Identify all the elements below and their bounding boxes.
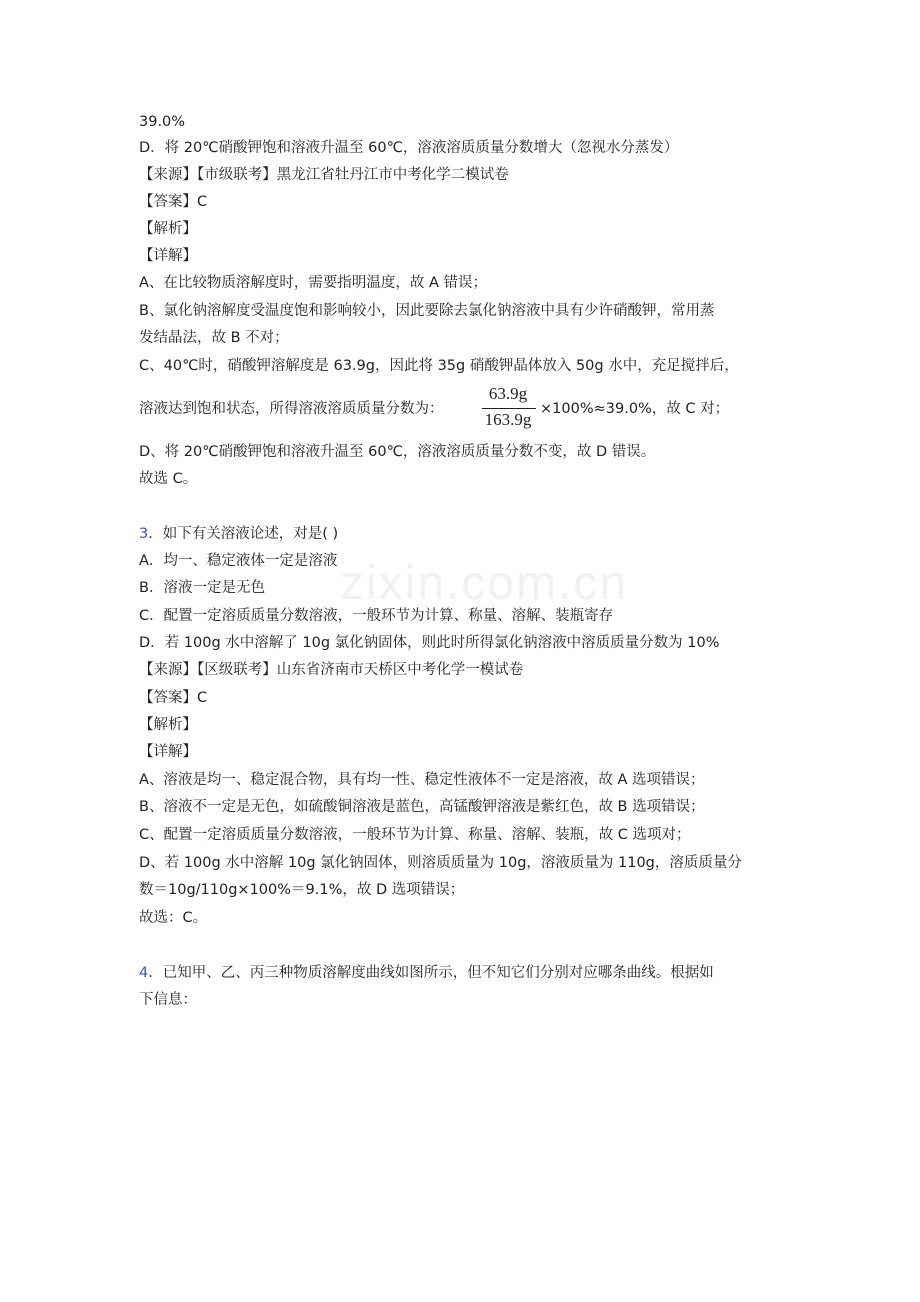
- q3-analysis-label: 【解析】: [139, 717, 197, 733]
- q3-option-b: B．溶液一定是无色: [139, 580, 265, 596]
- q3-stem-text: ．如下有关溶液论述，对是( ): [148, 526, 339, 542]
- q3-option-d: D．若 100g 水中溶解了 10g 氯化钠固体，则此时所得氯化钠溶液中溶质质量分数为 10%: [139, 635, 720, 651]
- q3-explain-d-1: D、若 100g 水中溶解 10g 氯化钠固体，则溶质质量为 10g，溶液质量为 110g，溶质质量分: [139, 855, 742, 871]
- q4-stem-2: 下信息：: [139, 992, 197, 1008]
- q2-explain-c-2-post: ×100%≈39.0%，故 C 对；: [540, 401, 730, 417]
- q3-source: 【来源】【区级联考】山东省济南市天桥区中考化学一模试卷: [139, 662, 524, 678]
- q3-conclusion: 故选：C。: [139, 910, 208, 926]
- q3-answer: 【答案】C: [139, 690, 208, 706]
- q2-explain-d: D、将 20℃硝酸钾饱和溶液升温至 60℃，溶液溶质质量分数不变，故 D 错误。: [139, 444, 656, 460]
- q2-cont-line: 39.0%: [139, 114, 186, 130]
- q2-explain-c-2-pre: 溶液达到饱和状态，所得溶液溶质质量分数为：: [139, 401, 444, 417]
- q2-conclusion: 故选 C。: [139, 471, 198, 487]
- fraction-numerator: 63.9g: [488, 384, 528, 403]
- q3-option-c: C．配置一定溶质质量分数溶液，一般环节为计算、称量、溶解、装瓶寄存: [139, 608, 614, 624]
- q2-explain-b-1: B、氯化钠溶解度受温度饱和影响较小，因此要除去氯化钠溶液中具有少许硝酸钾，常用蒸: [139, 303, 715, 319]
- q3-explain-b: B、溶液不一定是无色，如硫酸铜溶液是蓝色，高锰酸钾溶液是紫红色，故 B 选项错误；: [139, 799, 705, 815]
- q3-detail-label: 【详解】: [139, 744, 197, 760]
- q2-detail-label: 【详解】: [139, 248, 197, 264]
- fraction-denominator: 163.9g: [484, 410, 532, 429]
- q2-option-d: D．将 20℃硝酸钾饱和溶液升温至 60℃，溶液溶质质量分数增大（忽视水分蒸发）: [139, 140, 679, 156]
- q2-explain-c-1: C、40℃时，硝酸钾溶解度是 63.9g，因此将 35g 硝酸钾晶体放入 50g 水中，充足搅拌后，: [139, 358, 739, 374]
- q2-answer: 【答案】C: [139, 194, 208, 210]
- q4-stem-text: ．已知甲、乙、丙三种物质溶解度曲线如图所示，但不知它们分别对应哪条曲线。根据如: [148, 965, 714, 981]
- q4-stem-1: [139, 963, 789, 983]
- q3-number: 3: [139, 526, 149, 542]
- q2-explain-b-2: 发结晶法，故 B 不对；: [139, 330, 289, 346]
- watermark: zixin.com.cn: [340, 557, 629, 610]
- q2-explain-a: A、在比较物质溶解度时，需要指明温度，故 A 错误；: [139, 275, 488, 291]
- q3-explain-c: C、配置一定溶质质量分数溶液，一般环节为计算、称量、溶解、装瓶，故 C 选项对；: [139, 827, 691, 843]
- q2-analysis-label: 【解析】: [139, 221, 197, 237]
- fraction-bar: [482, 408, 536, 409]
- q4-number: 4: [139, 965, 149, 981]
- q3-explain-d-2: 数＝10g/110g×100%＝9.1%，故 D 选项错误；: [139, 882, 465, 898]
- q3-option-a: A．均一、稳定液体一定是溶液: [139, 553, 338, 569]
- q3-stem: [139, 524, 789, 544]
- q3-explain-a: A、溶液是均一、稳定混合物，具有均一性、稳定性液体不一定是溶液，故 A 选项错误；: [139, 772, 705, 788]
- q2-source: 【来源】【市级联考】黑龙江省牡丹江市中考化学二模试卷: [139, 167, 509, 183]
